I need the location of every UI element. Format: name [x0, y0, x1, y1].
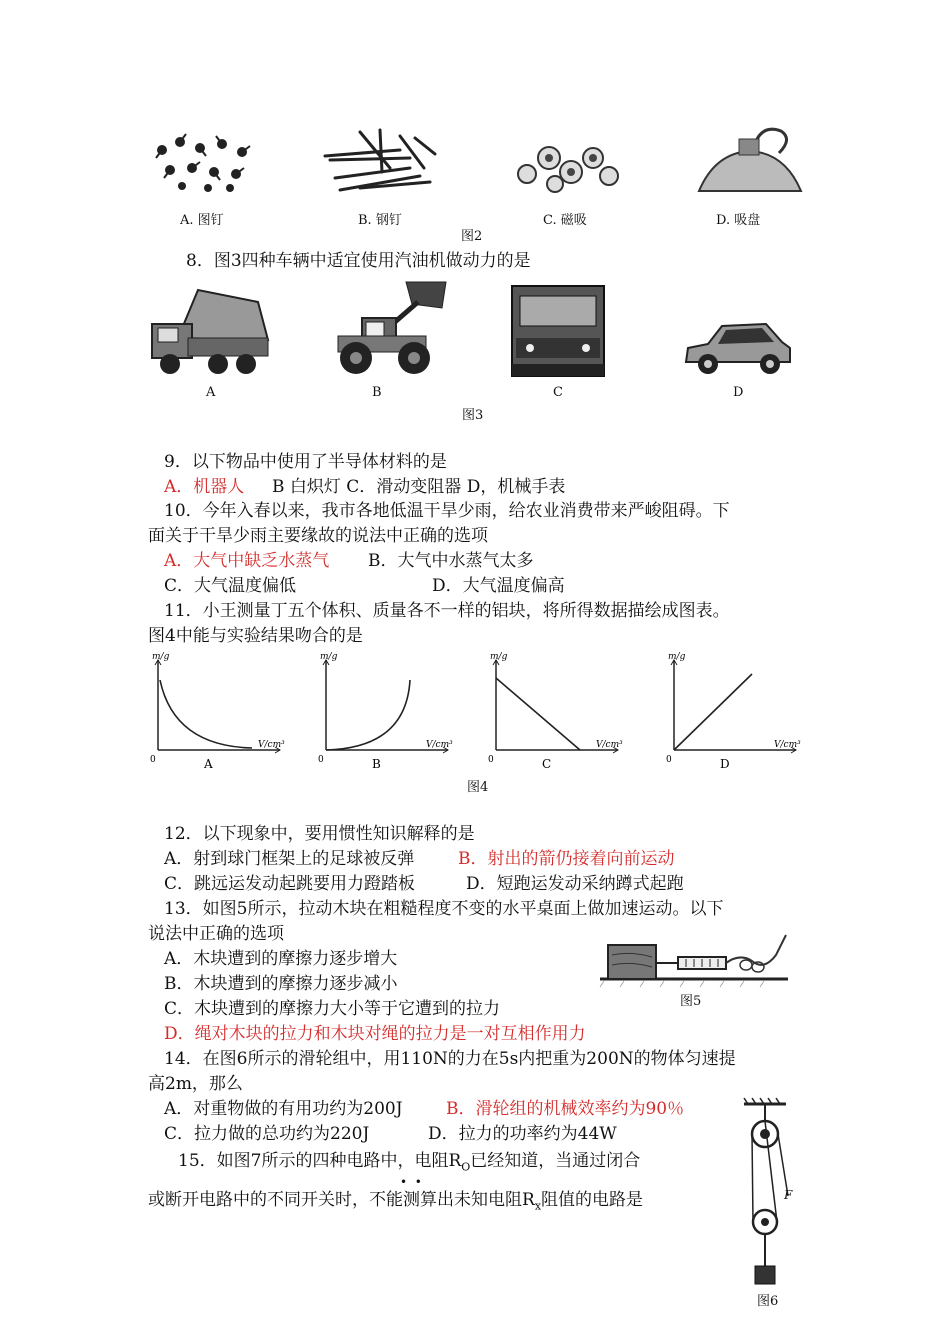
- q8-text: 8．图3四种车辆中适宜使用汽油机做动力的是: [186, 251, 531, 271]
- q10-option-c: C．大气温度偏低: [164, 576, 297, 596]
- origin-label: 0: [666, 755, 672, 765]
- graph-label: A: [204, 757, 213, 771]
- y-axis-label: m/g: [320, 652, 338, 662]
- q15-subscript-x: x: [534, 1199, 542, 1213]
- steel-nail-image: [320, 128, 440, 196]
- fig2-caption: 图2: [461, 229, 483, 244]
- pulley-system-image: [740, 1098, 793, 1288]
- graph-c: [486, 650, 636, 770]
- q10-text-1: 10．今年入春以来，我市各地低温干旱少雨，给农业消费带来严峻阻碍。下: [164, 501, 730, 521]
- fig3-label-b: B: [372, 385, 382, 400]
- origin-label: 0: [150, 755, 156, 765]
- fig3-label-d: D: [733, 385, 744, 400]
- x-axis-label: V/cm³: [774, 740, 801, 750]
- q10-option-d: D．大气温度偏高: [432, 576, 565, 596]
- q15-text-2b: 阻值的电路是: [541, 1190, 644, 1210]
- q13-text-2: 说法中正确的选项: [148, 924, 284, 944]
- q15-subscript-o: O: [461, 1160, 471, 1174]
- fig2-label-c: C. 磁吸: [543, 213, 587, 228]
- q10-option-b: B．大气中水蒸气太多: [368, 551, 534, 571]
- x-axis-label: V/cm³: [258, 740, 285, 750]
- q13-text-1: 13．如图5所示，拉动木块在粗糙程度不变的水平桌面上做加速运动。以下: [164, 899, 724, 919]
- graph-a: [148, 650, 298, 770]
- suction-cup-image: [695, 125, 805, 197]
- q14-option-b: B．滑轮组的机械效率约为90％: [446, 1099, 685, 1119]
- q9-options-rest: B 白炽灯 C．滑动变阻器 D，机械手表: [272, 477, 566, 497]
- fig3-caption: 图3: [462, 408, 484, 423]
- force-label: F: [784, 1188, 793, 1202]
- q9-option-a: A．机器人: [164, 477, 245, 497]
- dump-truck-image: [148, 280, 272, 380]
- q14-text-2: 高2m，那么: [148, 1074, 243, 1094]
- q11-text-1: 11．小王测量丁五个体积、质量各不一样的铝块，将所得数据描绘成图表。: [164, 601, 730, 621]
- thumbtack-image: [150, 132, 260, 194]
- car-image: [682, 318, 794, 378]
- fig3-label-c: C: [553, 385, 563, 400]
- graph-d: [664, 650, 814, 770]
- train-image: [510, 282, 606, 380]
- q15-text-1b: 已经知道，当通过闭合: [470, 1151, 641, 1171]
- magnet-image: [515, 142, 620, 194]
- block-spring-scale-image: [600, 925, 788, 987]
- q11-text-2: 图4中能与实验结果吻合的是: [148, 626, 363, 646]
- origin-label: 0: [318, 755, 324, 765]
- q14-text-1: 14．在图6所示的滑轮组中，用110N的力在5s内把重为200N的物体匀速提: [164, 1049, 736, 1069]
- q12-option-c: C．跳远运发动起跳要用力蹬踏板: [164, 874, 416, 894]
- q13-option-c: C．木块遭到的摩擦力大小等于它遭到的拉力: [164, 999, 501, 1019]
- graph-label: B: [372, 757, 381, 771]
- y-axis-label: m/g: [152, 652, 170, 662]
- q12-option-a: A．射到球门框架上的足球被反弹: [164, 849, 415, 869]
- graph-curve: [160, 680, 252, 748]
- graph-curve: [496, 678, 580, 750]
- q14-option-a: A．对重物做的有用功约为200J: [164, 1099, 403, 1119]
- q13-option-a: A．木块遭到的摩擦力逐步增大: [164, 949, 398, 969]
- fig4-caption: 图4: [467, 780, 489, 795]
- x-axis-label: V/cm³: [596, 740, 623, 750]
- q14-option-d: D．拉力的功率约为44W: [428, 1124, 617, 1144]
- q9-text: 9．以下物品中使用了半导体材料的是: [164, 452, 447, 472]
- fig6-caption: 图6: [757, 1294, 779, 1309]
- loader-image: [328, 278, 452, 380]
- graph-label: C: [542, 757, 552, 771]
- q15-text-2a: 或断开电路中的不同开关时，不能测算出未知电阻R: [148, 1190, 535, 1210]
- y-axis-label: m/g: [668, 652, 686, 662]
- x-axis-label: V/cm³: [426, 740, 453, 750]
- q12-option-b: B．射出的箭仍接着向前运动: [458, 849, 675, 869]
- fig2-label-d: D. 吸盘: [716, 213, 761, 228]
- q15-text-1a: 15．如图7所示的四种电路中，电阻R: [178, 1151, 462, 1171]
- origin-label: 0: [488, 755, 494, 765]
- fig2-label-b: B. 钢钉: [358, 213, 402, 228]
- fig3-label-a: A: [206, 385, 216, 400]
- q13-option-b: B．木块遭到的摩擦力逐步减小: [164, 974, 398, 994]
- q15-text-2: [148, 1189, 643, 1217]
- graph-b: [316, 650, 466, 770]
- graph-label: D: [720, 757, 730, 771]
- q12-option-d: D．短跑运发动采纳蹲式起跑: [466, 874, 684, 894]
- q14-option-c: C．拉力做的总功约为220J: [164, 1124, 370, 1144]
- fig5-caption: 图5: [680, 994, 702, 1009]
- q12-text: 12．以下现象中，要用惯性知识解释的是: [164, 824, 475, 844]
- graph-curve: [674, 674, 752, 750]
- q10-option-a: A．大气中缺乏水蒸气: [164, 551, 330, 571]
- fig2-label-a: A. 图钉: [180, 213, 224, 228]
- graph-curve: [326, 680, 410, 750]
- y-axis-label: m/g: [490, 652, 508, 662]
- q10-text-2: 面关于干旱少雨主要缘故的说法中正确的选项: [148, 526, 488, 546]
- emphasis-dots: • •: [400, 1175, 422, 1189]
- q13-option-d: D．绳对木块的拉力和木块对绳的拉力是一对互相作用力: [164, 1024, 586, 1044]
